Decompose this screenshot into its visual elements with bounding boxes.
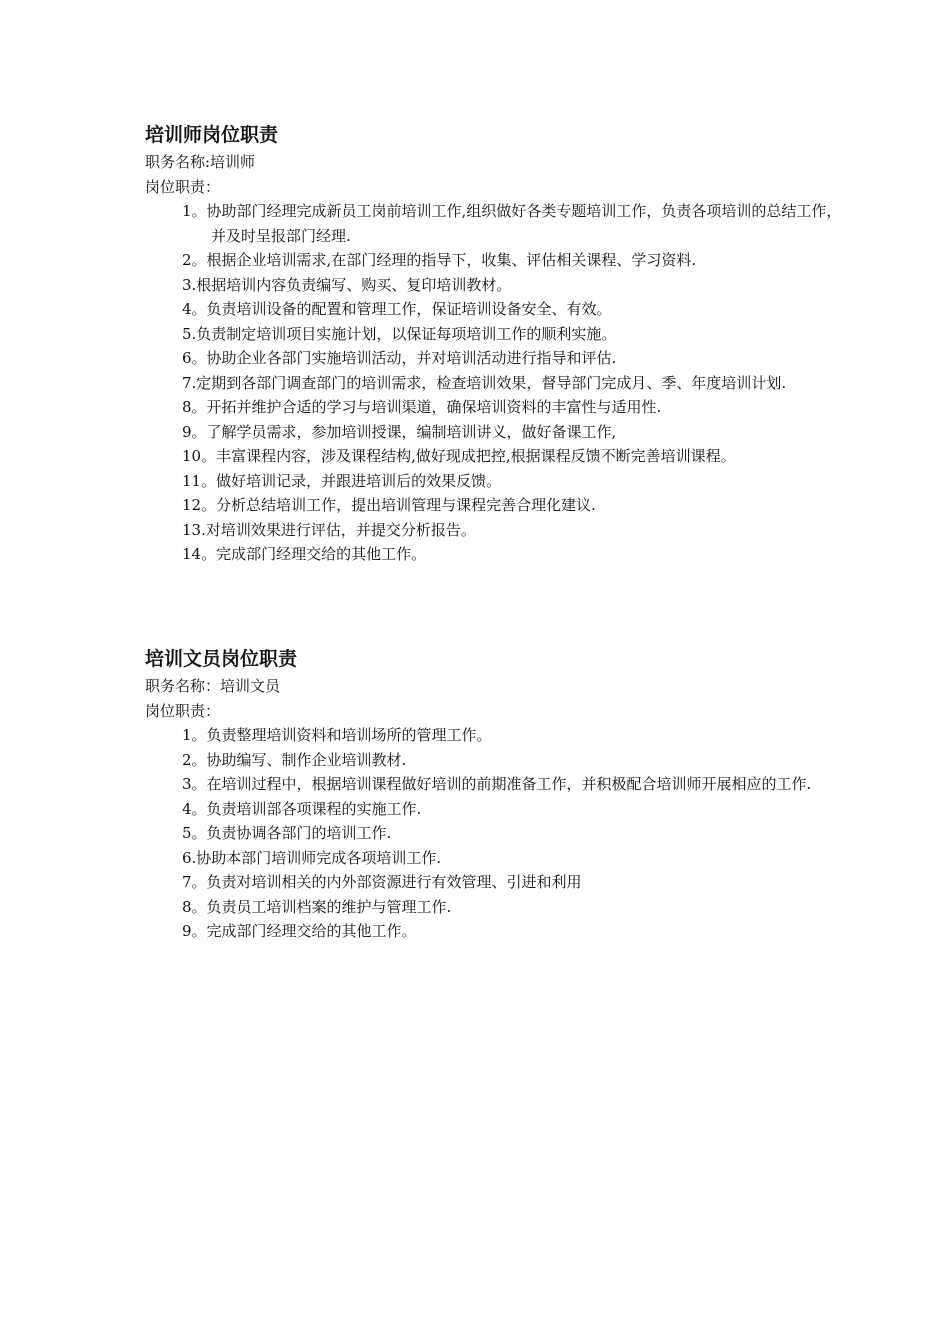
list-item: 11。做好培训记录，并跟进培训后的效果反馈。: [182, 471, 502, 490]
list-item: 14。完成部门经理交给的其他工作。: [182, 545, 427, 563]
list-item: 12。分析总结培训工作，提出培训管理与课程完善合理化建议.: [182, 496, 596, 514]
list-item: 4。负责培训部各项课程的实施工作.: [182, 799, 422, 818]
section-heading: 培训文员岗位职责: [145, 648, 298, 670]
trainer-section: [145, 122, 842, 567]
list-item: 3。在培训过程中，根据培训课程做好培训的前期准备工作，并积极配合培训师开展相应的工作.: [182, 775, 812, 793]
list-item: 4。负责培训设备的配置和管理工作，保证培训设备安全、有效。: [182, 300, 612, 318]
section-heading: 培训师岗位职责: [145, 124, 279, 146]
duties-list: [145, 199, 842, 567]
list-item: 7。负责对培训相关的内外部资源进行有效管理、引进和利用: [182, 873, 582, 891]
duties-label: 岗位职责：: [145, 177, 221, 196]
list-item: 2。协助编写、制作企业培训教材.: [182, 750, 407, 769]
list-item: 5.负责制定培训项目实施计划，以保证每项培训工作的顺利实施。: [182, 324, 617, 343]
job-title-line: 职务名称:培训师: [145, 153, 256, 171]
duties-label: 岗位职责：: [145, 701, 221, 720]
list-item: 6。协助企业各部门实施培训活动，并对培训活动进行指导和评估.: [182, 349, 617, 367]
training-clerk-section: [145, 646, 825, 944]
list-item: 7.定期到各部门调查部门的培训需求，检查培训效果，督导部门完成月、季、年度培训计划.: [182, 373, 787, 392]
list-item: 3.根据培训内容负责编写、购买、复印培训教材。: [182, 275, 512, 294]
list-item: 5。负责协调各部门的培训工作.: [182, 824, 392, 842]
list-item: 1。协助部门经理完成新员工岗前培训工作,组织做好各类专题培训工作，负责各项培训的总结工作，并及时呈报部门经理.: [182, 202, 842, 245]
list-item: 13.对培训效果进行评估，并提交分析报告。: [182, 520, 476, 539]
list-item: 2。根据企业培训需求,在部门经理的指导下，收集、评估相关课程、学习资料.: [182, 251, 697, 269]
list-item: 6.协助本部门培训师完成各项培训工作.: [182, 848, 442, 867]
list-item: 9。了解学员需求，参加培训授课，编制培训讲义，做好备课工作,: [182, 422, 617, 441]
list-item: 10。丰富课程内容，涉及课程结构,做好现成把控,根据课程反馈不断完善培训课程。: [182, 447, 736, 465]
job-title-line: 职务名称：培训文员: [145, 677, 281, 695]
list-item: 9。完成部门经理交给的其他工作。: [182, 922, 417, 940]
list-item: 1。负责整理培训资料和培训场所的管理工作。: [182, 726, 492, 744]
duties-list: [145, 723, 825, 944]
list-item: 8。开拓并维护合适的学习与培训渠道，确保培训资料的丰富性与适用性.: [182, 398, 662, 416]
list-item: 8。负责员工培训档案的维护与管理工作.: [182, 897, 452, 916]
